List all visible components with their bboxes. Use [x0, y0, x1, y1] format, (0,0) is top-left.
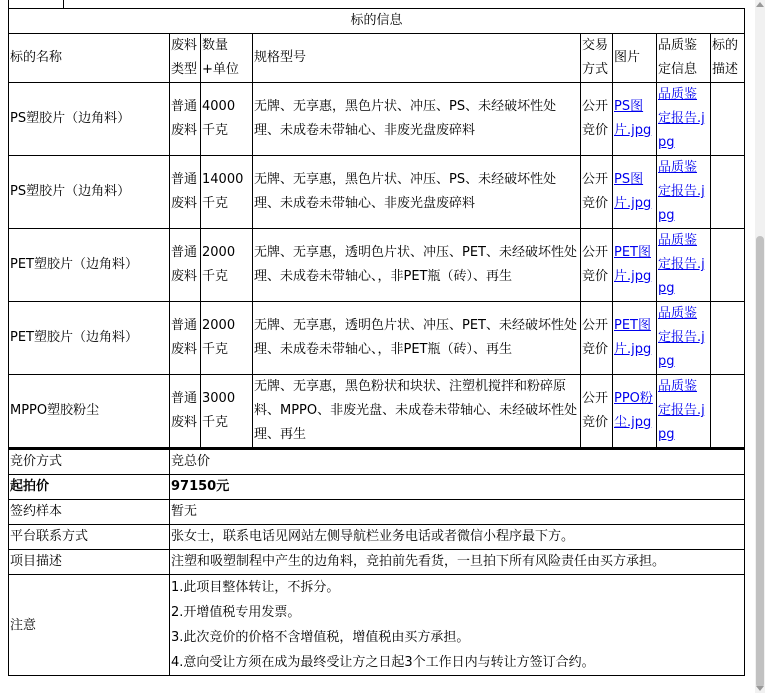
- scrollbar-thumb[interactable]: [756, 236, 764, 688]
- item-trade: 公开竞价: [581, 375, 613, 448]
- item-name: MPPO塑胶粉尘: [9, 375, 170, 448]
- item-desc: [711, 375, 745, 448]
- page-content: [8, 0, 744, 676]
- item-trade: 公开竞价: [581, 83, 613, 156]
- item-quality-cell: [657, 375, 711, 448]
- top-table-remnant: [8, 0, 744, 8]
- contact-value: 张女士，联系电话见网站左侧导航栏业务电话或者微信小程序最下方。: [170, 525, 745, 550]
- header-name: 标的名称: [9, 34, 170, 83]
- item-quality-cell: [657, 83, 711, 156]
- table-header-row: [9, 34, 745, 83]
- notes-label: 注意: [9, 575, 170, 676]
- item-waste-type: 普通废料: [170, 156, 201, 229]
- header-image: 图片: [613, 34, 657, 83]
- start-price-label: 起拍价: [9, 475, 170, 500]
- item-quality-cell: [657, 302, 711, 375]
- item-image-cell: [613, 156, 657, 229]
- item-desc: [711, 156, 745, 229]
- header-quality: 品质鉴定信息: [657, 34, 711, 83]
- table-row: [9, 302, 745, 375]
- header-qty: 数量+单位: [201, 34, 253, 83]
- item-image-link[interactable]: PS图片.jpg: [614, 99, 652, 138]
- header-spec: 规格型号: [253, 34, 581, 83]
- contract-sample-value: 暂无: [170, 500, 745, 525]
- scroll-up-arrow-icon[interactable]: [756, 2, 764, 7]
- detail-row-contact: [9, 525, 745, 550]
- vertical-scrollbar[interactable]: [755, 0, 765, 693]
- table-row: [9, 375, 745, 448]
- table-row: [9, 83, 745, 156]
- table-row: [9, 229, 745, 302]
- item-trade: 公开竞价: [581, 229, 613, 302]
- item-quality-cell: [657, 156, 711, 229]
- item-waste-type: 普通废料: [170, 83, 201, 156]
- bid-method-label: 竞价方式: [9, 449, 170, 475]
- item-quality-link[interactable]: 品质鉴定报告.jpg: [658, 160, 705, 223]
- contract-sample-label: 签约样本: [9, 500, 170, 525]
- detail-row-notes: [9, 575, 745, 676]
- item-quality-cell: [657, 229, 711, 302]
- item-image-link[interactable]: PS图片.jpg: [614, 172, 652, 211]
- item-qty: 2000 千克: [201, 302, 253, 375]
- item-image-link[interactable]: PET图片.jpg: [614, 245, 652, 284]
- item-qty: 2000 千克: [201, 229, 253, 302]
- item-waste-type: 普通废料: [170, 302, 201, 375]
- auction-details-table: [8, 448, 745, 676]
- header-desc: 标的描述: [711, 34, 745, 83]
- detail-row-bid-method: [9, 449, 745, 475]
- item-waste-type: 普通废料: [170, 375, 201, 448]
- item-image-cell: [613, 229, 657, 302]
- item-name: PET塑胶片（边角料）: [9, 229, 170, 302]
- header-waste-type: 废料类型: [170, 34, 201, 83]
- item-desc: [711, 302, 745, 375]
- note-item: 3.此次竞价的价格不含增值税，增值税由买方承担。: [171, 630, 470, 645]
- item-trade: 公开竞价: [581, 156, 613, 229]
- item-spec: 无牌、无享惠，黑色片状、冲压、PS、未经破坏性处理、未成卷未带轴心、非废光盘废碎料: [253, 156, 581, 229]
- item-image-link[interactable]: PET图片.jpg: [614, 318, 652, 357]
- section-title: 标的信息: [9, 9, 745, 34]
- header-trade: 交易方式: [581, 34, 613, 83]
- item-desc: [711, 229, 745, 302]
- item-qty: 14000 千克: [201, 156, 253, 229]
- contact-label: 平台联系方式: [9, 525, 170, 550]
- item-image-link[interactable]: PPO粉尘.jpg: [614, 391, 653, 430]
- item-waste-type: 普通废料: [170, 229, 201, 302]
- item-quality-link[interactable]: 品质鉴定报告.jpg: [658, 87, 705, 150]
- project-desc-label: 项目描述: [9, 550, 170, 575]
- item-desc: [711, 83, 745, 156]
- detail-row-start-price: [9, 475, 745, 500]
- item-quality-link[interactable]: 品质鉴定报告.jpg: [658, 306, 705, 369]
- detail-row-contract-sample: [9, 500, 745, 525]
- item-image-cell: [613, 302, 657, 375]
- item-info-table: [8, 8, 745, 448]
- scroll-down-arrow-icon[interactable]: [756, 686, 764, 691]
- item-spec: 无牌、无享惠，黑色片状、冲压、PS、未经破坏性处理、未成卷未带轴心、非废光盘废碎料: [253, 83, 581, 156]
- item-spec: 无牌、无享惠，黑色粉状和块状、注塑机搅拌和粉碎原料、MPPO、非废光盘、未成卷未带轴心、未经破坏性处理、再生: [253, 375, 581, 448]
- item-name: PS塑胶片（边角料）: [9, 83, 170, 156]
- bid-method-value: 竞总价: [170, 449, 745, 475]
- item-image-cell: [613, 375, 657, 448]
- note-item: 4.意向受让方须在成为最终受让方之日起3个工作日内与转让方签订合约。: [171, 655, 595, 670]
- start-price-value: 97150元: [170, 475, 745, 500]
- item-name: PS塑胶片（边角料）: [9, 156, 170, 229]
- item-trade: 公开竞价: [581, 302, 613, 375]
- item-qty: 4000 千克: [201, 83, 253, 156]
- item-qty: 3000 千克: [201, 375, 253, 448]
- item-spec: 无牌、无享惠，透明色片状、冲压、PET、未经破坏性处理、未成卷未带轴心、，非PET瓶（砖）、再生: [253, 302, 581, 375]
- detail-row-project-desc: [9, 550, 745, 575]
- note-item: 2.开增值税专用发票。: [171, 605, 301, 620]
- item-image-cell: [613, 83, 657, 156]
- notes-cell: [170, 575, 745, 676]
- note-item: 1.此项目整体转让，不拆分。: [171, 580, 340, 595]
- item-quality-link[interactable]: 品质鉴定报告.jpg: [658, 379, 705, 442]
- table-row: [9, 156, 745, 229]
- project-desc-value: 注塑和吸塑制程中产生的边角料，竞拍前先看货，一旦拍下所有风险责任由买方承担。: [170, 550, 745, 575]
- item-name: PET塑胶片（边角料）: [9, 302, 170, 375]
- item-quality-link[interactable]: 品质鉴定报告.jpg: [658, 233, 705, 296]
- item-spec: 无牌、无享惠，透明色片状、冲压、PET、未经破坏性处理、未成卷未带轴心、，非PET瓶（砖）、再生: [253, 229, 581, 302]
